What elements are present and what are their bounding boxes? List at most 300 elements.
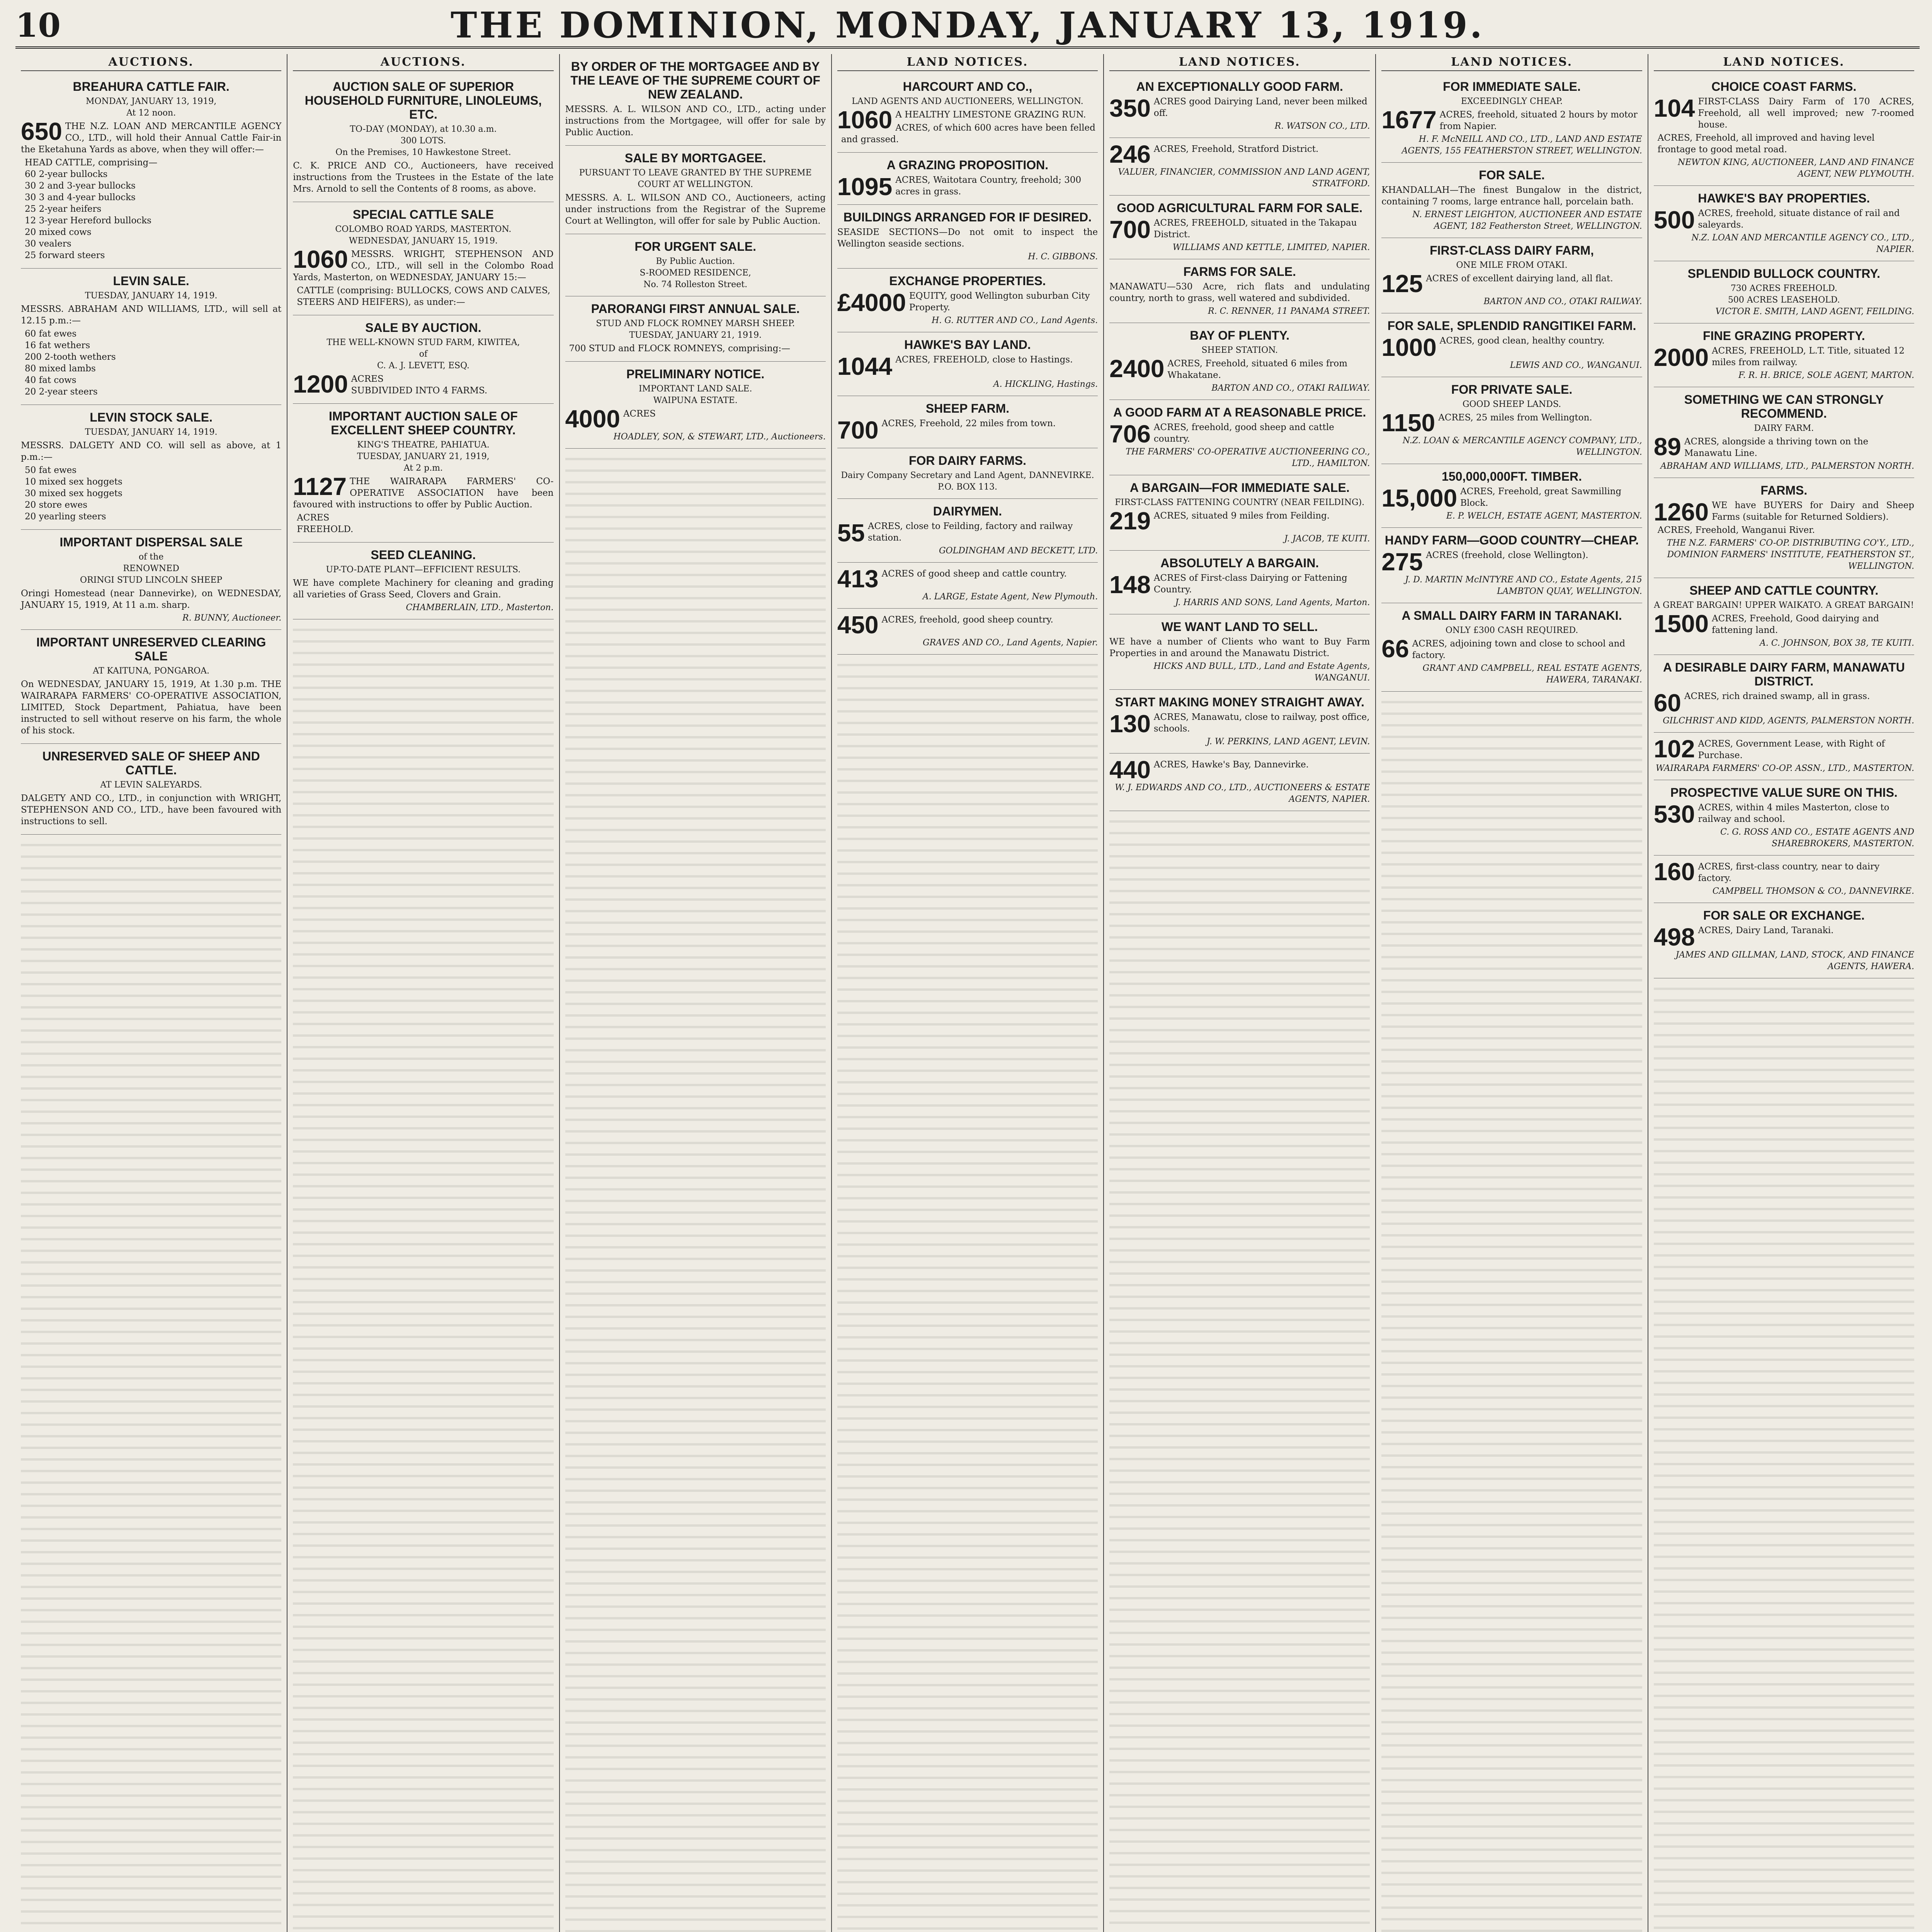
ad-list-item: ACRES, alongside a thriving town on the Manawatu Line. — [1684, 437, 1869, 458]
ad-title: BY ORDER OF THE MORTGAGEE AND BY THE LEAVE OF THE SUPREME COURT OF NEW ZEALAND. — [570, 60, 820, 101]
ad-title: SALE BY AUCTION. — [365, 321, 481, 335]
ad-body: SEASIDE SECTIONS—Do not omit to inspect the Wellington seaside sections. — [837, 227, 1098, 249]
ad-title: GOOD AGRICULTURAL FARM FOR SALE. — [1117, 201, 1363, 215]
ad-list-item: ACRES, FREEHOLD, situated in the Takapau District. — [1153, 218, 1357, 240]
ad-title: HARCOURT AND CO., — [903, 80, 1032, 94]
column-fine-print — [1381, 692, 1642, 1932]
ad-title: BUILDINGS ARRANGED FOR IF DESIRED. — [843, 210, 1092, 224]
ad-list-item: ACRES — [351, 374, 384, 384]
ad-subline: TUESDAY, JANUARY 21, 1919. — [629, 330, 762, 340]
ad-title: SPECIAL CATTLE SALE — [352, 207, 494, 221]
advertisement — [1109, 138, 1370, 196]
ad-title: FOR SALE. — [1479, 168, 1545, 182]
ad-list-item: ACRES of excellent dairying land, all flat. — [1426, 274, 1613, 284]
ad-list-item: 30 vealers — [25, 239, 71, 249]
ad-signature: VALUER, FINANCIER, COMMISSION AND LAND AGENT, STRATFORD. — [1118, 167, 1370, 189]
ad-acreage-figure: 1000 — [1381, 333, 1437, 361]
ad-list-item: 20 2-year steers — [25, 387, 98, 397]
ad-acreage-figure: 102 — [1653, 735, 1695, 763]
ad-list-item: ACRES, FREEHOLD, close to Hastings. — [895, 355, 1073, 365]
advertisement — [293, 315, 553, 404]
ad-subline: WEDNESDAY, JANUARY 15, 1919. — [349, 236, 498, 246]
ad-acreage-figure: 706 — [1109, 420, 1151, 448]
ad-list-item: 20 store ewes — [25, 500, 88, 510]
ad-title: FOR PRIVATE SALE. — [1451, 383, 1573, 396]
column-7 — [1648, 54, 1920, 1932]
ad-acreage-figure: 1127 — [293, 473, 347, 500]
ad-list-item: 20 mixed cows — [25, 227, 92, 237]
ad-list-item: ACRES, within 4 miles Masterton, close to railway and school. — [1698, 803, 1889, 824]
ad-subline: COLOMBO ROAD YARDS, MASTERTON. — [335, 224, 512, 234]
ad-list-item: ACRES, rich drained swamp, all in grass. — [1684, 691, 1870, 701]
ad-title: FOR DAIRY FARMS. — [908, 454, 1026, 468]
ad-title: SHEEP AND CATTLE COUNTRY. — [1689, 583, 1879, 597]
ad-list — [1654, 690, 1914, 702]
advertisement — [1109, 196, 1370, 259]
ad-subline: LAND AGENTS AND AUCTIONEERS, WELLINGTON. — [852, 97, 1083, 106]
ad-subline: MONDAY, JANUARY 13, 1919, — [86, 97, 217, 106]
ad-title: AN EXCEPTIONALLY GOOD FARM. — [1136, 80, 1343, 94]
column-heading: LAND NOTICES. — [837, 54, 1098, 71]
ad-title: SALE BY MORTGAGEE. — [624, 151, 766, 165]
ad-subline: ONE MILE FROM OTAKI. — [1456, 260, 1568, 270]
ad-title: IMPORTANT AUCTION SALE OF EXCELLENT SHEEP COUNTRY. — [328, 409, 518, 437]
ad-title: AUCTION SALE OF SUPERIOR HOUSEHOLD FURNITURE, LINOLEUMS, ETC. — [304, 80, 542, 121]
ad-body: THE N.Z. LOAN AND MERCANTILE AGENCY CO., LTD., will hold their Annual Cattle Fair-in the Eketahuna Yards as above, when they will offer:— — [21, 121, 282, 155]
advertisement — [1654, 478, 1914, 578]
ad-title: FOR URGENT SALE. — [634, 240, 757, 253]
ad-acreage-figure: 1060 — [293, 245, 348, 273]
ad-subline: GOOD SHEEP LANDS. — [1462, 400, 1561, 409]
advertisement — [21, 630, 281, 744]
advertisement — [837, 396, 1098, 448]
column-fine-print — [21, 835, 281, 1932]
ad-signature: BARTON AND CO., OTAKI RAILWAY. — [1483, 297, 1642, 306]
ad-list-item: ACRES — [623, 409, 656, 419]
ad-body: WE have complete Machinery for cleaning and grading all varieties of Grass Seed, Clovers and Grain. — [293, 578, 554, 600]
ad-list-item: ACRES good Dairying Land, never been milked off. — [1153, 97, 1367, 118]
ad-acreage-figure: 413 — [837, 565, 879, 593]
ad-signature: N.Z. LOAN & MERCANTILE AGENCY COMPANY, LTD., WELLINGTON. — [1403, 436, 1642, 457]
ad-list-item: ACRES, Freehold, 22 miles from town. — [881, 418, 1056, 429]
ad-subline: By Public Auction. — [656, 257, 735, 266]
ad-signature: A. C. JOHNSON, BOX 38, TE KUITI. — [1760, 638, 1914, 648]
ad-title: WE WANT LAND TO SELL. — [1161, 620, 1318, 634]
ad-list — [21, 464, 281, 522]
ad-list-item: ACRES, Government Lease, with Right of Purchase. — [1698, 739, 1885, 760]
advertisement — [837, 332, 1098, 396]
advertisement — [565, 146, 826, 234]
masthead — [15, 4, 1920, 49]
ad-subline: At 12 noon. — [126, 108, 176, 118]
ad-acreage-figure: 650 — [21, 117, 62, 145]
ad-title: FOR SALE OR EXCHANGE. — [1703, 908, 1865, 922]
advertisement — [837, 609, 1098, 655]
advertisement — [1381, 528, 1642, 603]
ad-title: PROSPECTIVE VALUE SURE ON THIS. — [1670, 786, 1898, 799]
ad-list-item: ACRES, freehold, good sheep country. — [881, 615, 1053, 625]
advertisement — [1381, 377, 1642, 464]
page-number: 10 — [15, 6, 61, 44]
ad-title: SPLENDID BULLOCK COUNTRY. — [1687, 267, 1881, 281]
advertisement — [1109, 475, 1370, 551]
ad-body: A HEALTHY LIMESTONE GRAZING RUN. — [895, 110, 1086, 120]
ad-list-item: 10 mixed sex hoggets — [25, 477, 122, 487]
ad-list-item: CATTLE (comprising: BULLOCKS, COWS AND CALVES, STEERS AND HEIFERS), as under:— — [297, 286, 551, 307]
ad-acreage-figure: 500 — [1653, 206, 1695, 234]
ad-list-item: ACRES, good clean, healthy country. — [1439, 336, 1605, 346]
advertisement — [837, 499, 1098, 563]
ad-list-item: 30 3 and 4-year bullocks — [25, 192, 136, 202]
ad-list — [293, 285, 553, 308]
ad-acreage-figure: 55 — [837, 519, 865, 547]
ad-acreage-figure: 498 — [1653, 923, 1695, 951]
column-5 — [1104, 54, 1376, 1932]
ad-subline: At 2 p.m. — [403, 463, 443, 473]
ad-signature: H. C. GIBBONS. — [1028, 252, 1098, 262]
column-heading: LAND NOTICES. — [1109, 54, 1370, 71]
ad-signature: NEWTON KING, AUCTIONEER, LAND AND FINANCE AGENT, NEW PLYMOUTH. — [1677, 158, 1914, 179]
ad-acreage-figure: 350 — [1109, 94, 1151, 122]
ad-list — [293, 512, 553, 535]
ad-body: KHANDALLAH—The finest Bungalow in the district, containing 7 rooms, large entrance hall, porcelain bath. — [1381, 185, 1642, 207]
ad-title: SOMETHING WE CAN STRONGLY RECOMMEND. — [1684, 393, 1884, 420]
ad-acreage-figure: 440 — [1109, 756, 1151, 784]
column-2 — [287, 54, 560, 1932]
ad-title: LEVIN STOCK SALE. — [90, 410, 213, 424]
ad-title: LEVIN SALE. — [113, 274, 189, 288]
ad-body: THE WAIRARAPA FARMERS' CO-OPERATIVE ASSOCIATION have been favoured with instructions to offer by Public Auction. — [293, 476, 554, 510]
ad-list-item: ACRES (freehold, close Wellington). — [1426, 550, 1588, 560]
advertisement — [837, 205, 1098, 269]
ad-list-item: ACRES, adjoining town and close to school and factory. — [1412, 639, 1626, 660]
ad-acreage-figure: 130 — [1109, 710, 1151, 738]
ad-title: ABSOLUTELY A BARGAIN. — [1160, 556, 1319, 570]
ad-list-item: FREEHOLD. — [297, 524, 354, 534]
ad-subline: On the Premises, 10 Hawkestone Street. — [335, 148, 511, 157]
ad-subline: FIRST-CLASS FATTENING COUNTRY (NEAR FEILDING). — [1115, 498, 1365, 507]
ad-body: C. K. PRICE AND CO., Auctioneers, have received instructions from the Trustees in the Estate of the late Mrs. Arnold to sell the Contents of 8 rooms, as above. — [293, 161, 554, 194]
ad-signature: LEWIS AND CO., WANGANUI. — [1510, 361, 1642, 370]
ad-acreage-figure: 125 — [1381, 270, 1423, 298]
column-heading: LAND NOTICES. — [1654, 54, 1914, 71]
ad-body: MESSRS. WRIGHT, STEPHENSON AND CO., LTD., will sell in the Colombo Road Yards, Masterton, on WEDNESDAY, JANUARY 15:— — [293, 249, 554, 282]
ad-signature: GRANT AND CAMPBELL, REAL ESTATE AGENTS, HAWERA, TARANAKI. — [1422, 663, 1642, 685]
ad-signature: HOADLEY, SON, & STEWART, LTD., Auctioneers. — [613, 432, 826, 442]
advertisement — [1109, 753, 1370, 811]
ad-signature: A. LARGE, Estate Agent, New Plymouth. — [922, 592, 1098, 602]
advertisement — [1654, 855, 1914, 903]
ad-list-item: 80 mixed lambs — [25, 364, 96, 374]
ad-list — [1653, 433, 1914, 461]
ad-list — [21, 157, 281, 261]
ad-signature: J. W. PERKINS, LAND AGENT, LEVIN. — [1206, 737, 1370, 747]
column-fine-print — [1109, 811, 1370, 1932]
ad-subline: ONLY £300 CASH REQUIRED. — [1445, 626, 1578, 635]
ad-title: SEED CLEANING. — [371, 548, 476, 562]
advertisement — [21, 269, 281, 405]
ad-title: SHEEP FARM. — [925, 401, 1010, 415]
ad-list — [1654, 524, 1914, 536]
ad-subline: P.O. BOX 113. — [938, 482, 997, 492]
ad-list-item: ACRES — [297, 513, 330, 523]
ad-acreage-figure: 1677 — [1381, 106, 1437, 134]
advertisement — [1654, 74, 1914, 186]
ad-list-item: ACRES, 25 miles from Wellington. — [1438, 413, 1592, 423]
advertisement — [21, 530, 281, 630]
ad-list-item: 25 2-year heifers — [25, 204, 102, 214]
ad-acreage-figure: £4000 — [837, 289, 906, 316]
ad-acreage-figure: 66 — [1381, 635, 1409, 663]
ad-title: A BARGAIN—FOR IMMEDIATE SALE. — [1129, 481, 1350, 495]
ad-list-item: ACRES, situated 9 miles from Feilding. — [1153, 511, 1330, 521]
ad-subline: IMPORTANT LAND SALE. — [638, 384, 752, 394]
ad-list-item: ACRES, Freehold, Good dairying and fattening land. — [1712, 614, 1879, 635]
ad-subline: 300 LOTS. — [400, 136, 446, 146]
ad-list-item: ACRES, Freehold, all improved and having level frontage to good metal road. — [1657, 133, 1875, 155]
ad-list-item: ACRES, Manawatu, close to railway, post office, schools. — [1153, 712, 1370, 734]
advertisement — [565, 54, 826, 146]
ad-subline: 500 ACRES LEASEHOLD. — [1728, 295, 1840, 305]
ad-acreage-figure: 530 — [1653, 800, 1695, 828]
ad-signature: A. HICKLING, Hastings. — [993, 379, 1098, 389]
advertisement — [293, 202, 553, 315]
ad-list-item: 12 3-year Hereford bullocks — [25, 216, 151, 226]
ad-list-item: ACRES, Dairy Land, Taranaki. — [1698, 925, 1834, 935]
ad-list-item: ACRES, freehold, situated 2 hours by motor from Napier. — [1439, 110, 1638, 131]
ad-acreage-figure: 2400 — [1109, 355, 1165, 383]
advertisement — [1654, 387, 1914, 478]
ad-title: 150,000,000FT. TIMBER. — [1442, 469, 1582, 483]
advertisement — [293, 74, 553, 202]
ad-list-item: ACRES, freehold, situate distance of rail and saleyards. — [1698, 208, 1900, 230]
advertisement — [1654, 733, 1914, 780]
advertisement — [837, 153, 1098, 205]
ad-list-item: ACRES, Freehold, Stratford District. — [1153, 144, 1319, 154]
ad-signature: VICTOR E. SMITH, LAND AGENT, FEILDING. — [1715, 307, 1914, 316]
ad-acreage-figure: 2000 — [1653, 344, 1709, 371]
ad-title: FARMS. — [1760, 483, 1808, 497]
column-heading: LAND NOTICES. — [1381, 54, 1642, 71]
ad-body: On WEDNESDAY, JANUARY 15, 1919, At 1.30 p.m. THE WAIRARAPA FARMERS' CO-OPERATIVE ASSOCIATION, LIMITED, Stock Department, Pahiatua, have been instructed to sell without reserve on his farm, the whole of his stock. — [21, 679, 282, 736]
advertisement — [837, 269, 1098, 332]
advertisement — [1381, 313, 1642, 377]
ad-signature: WILLIAMS AND KETTLE, LIMITED, NAPIER. — [1172, 243, 1370, 252]
advertisement — [1109, 259, 1370, 323]
advertisement — [21, 405, 281, 530]
ad-list-item: 30 mixed sex hoggets — [25, 488, 122, 498]
ad-signature: R. BUNNY, Auctioneer. — [182, 613, 282, 623]
ad-list — [1654, 132, 1914, 155]
ad-acreage-figure: 160 — [1653, 858, 1695, 886]
ad-body: MESSRS. ABRAHAM AND WILLIAMS, LTD., will sell at 12.15 p.m.:— — [21, 304, 282, 326]
ad-signature: J. D. MARTIN McINTYRE AND CO., Estate Agents, 215 LAMBTON QUAY, WELLINGTON. — [1405, 575, 1642, 596]
advertisement — [1109, 74, 1370, 138]
ad-acreage-figure: 1044 — [837, 352, 893, 380]
ad-list-item: ACRES of good sheep and cattle country. — [881, 569, 1067, 579]
ad-signature: J. JACOB, TE KUITI. — [1284, 534, 1370, 544]
ad-subline: UP-TO-DATE PLANT—EFFICIENT RESULTS. — [326, 565, 521, 575]
ad-subline: ORINGI STUD LINCOLN SHEEP — [80, 575, 223, 585]
ad-list-item: ACRES, of which 600 acres have been felled and grassed. — [841, 123, 1095, 145]
ad-subline: AT KAITUNA, PONGAROA. — [93, 666, 210, 676]
ad-acreage-figure: 1500 — [1653, 610, 1709, 638]
advertisement — [1381, 238, 1642, 313]
advertisement — [1109, 551, 1370, 614]
ad-acreage-figure: 1095 — [837, 173, 893, 201]
column-3 — [560, 54, 832, 1932]
ad-list — [837, 519, 1098, 547]
column-fine-print — [1654, 978, 1914, 1932]
column-fine-print — [293, 619, 553, 1932]
advertisement — [21, 744, 281, 835]
ad-list-item: 25 forward steers — [25, 250, 105, 260]
ad-acreage-figure: 104 — [1653, 94, 1695, 122]
ad-subline: AT LEVIN SALEYARDS. — [100, 780, 202, 790]
ad-signature: BARTON AND CO., OTAKI RAILWAY. — [1211, 383, 1370, 393]
ad-title: FOR IMMEDIATE SALE. — [1443, 80, 1581, 94]
advertisement — [1654, 903, 1914, 978]
ad-signature: HICKS AND BULL, LTD., Land and Estate Agents, WANGANUI. — [1153, 662, 1370, 683]
ad-list-item: ACRES, Freehold, great Sawmilling Block. — [1460, 486, 1622, 508]
columns — [15, 54, 1920, 1932]
advertisement — [565, 362, 826, 449]
ad-title: A DESIRABLE DAIRY FARM, MANAWATU DISTRICT. — [1663, 660, 1905, 688]
ad-list-item: 700 STUD and FLOCK ROMNEYS, comprising:— — [569, 344, 791, 354]
ad-signature: N.Z. LOAN AND MERCANTILE AGENCY CO., LTD., NAPIER. — [1691, 233, 1914, 254]
ad-subline: KING'S THEATRE, PAHIATUA. — [357, 440, 490, 450]
ad-title: CHOICE COAST FARMS. — [1711, 80, 1857, 94]
ad-title: BREAHURA CATTLE FAIR. — [73, 80, 230, 94]
advertisement — [1654, 578, 1914, 655]
ad-title: IMPORTANT DISPERSAL SALE — [60, 535, 243, 549]
ad-signature: CHAMBERLAIN, LTD., Masterton. — [406, 603, 554, 612]
ad-signature: J. HARRIS AND SONS, Land Agents, Marton. — [1175, 598, 1370, 607]
advertisement — [1654, 186, 1914, 261]
ad-body: Oringi Homestead (near Dannevirke), on WEDNESDAY, JANUARY 15, 1919, At 11 a.m. sharp. — [21, 588, 282, 610]
column-fine-print — [565, 449, 826, 1932]
ad-subline: THE WELL-KNOWN STUD FARM, KIWITEA, — [327, 338, 520, 347]
ad-title: A GOOD FARM AT A REASONABLE PRICE. — [1113, 405, 1366, 419]
ad-acreage-figure: 148 — [1109, 571, 1151, 599]
ad-list-item: ACRES, first-class country, near to dairy factory. — [1698, 862, 1880, 883]
ad-acreage-figure: 60 — [1653, 689, 1681, 717]
ad-acreage-figure: 89 — [1653, 433, 1681, 461]
ad-list-item: 50 fat ewes — [25, 465, 77, 475]
ad-list-item: 16 fat wethers — [25, 340, 90, 350]
ad-subline: WAIPUNA ESTATE. — [653, 396, 738, 405]
ad-title: A GRAZING PROPOSITION. — [886, 158, 1049, 172]
ad-acreage-figure: 1150 — [1381, 409, 1435, 437]
ad-signature: R. C. RENNER, 11 PANAMA STREET. — [1208, 306, 1370, 316]
ad-signature: C. G. ROSS AND CO., ESTATE AGENTS AND SHAREBROKERS, MASTERTON. — [1720, 827, 1914, 849]
ad-title: HAWKE'S BAY PROPERTIES. — [1698, 191, 1870, 205]
ad-list-item: ACRES, Waitotara Country, freehold; 300 acres in grass. — [895, 175, 1082, 197]
ad-title: BAY OF PLENTY. — [1190, 328, 1290, 342]
ad-acreage-figure: 700 — [837, 416, 879, 444]
ad-subline: No. 74 Rolleston Street. — [643, 280, 748, 289]
advertisement — [293, 404, 553, 543]
ad-title: HANDY FARM—GOOD COUNTRY—CHEAP. — [1384, 533, 1639, 547]
ad-acreage-figure: 15,000 — [1381, 484, 1458, 512]
ad-signature: THE FARMERS' CO-OPERATIVE AUCTIONEERING CO., LTD., HAMILTON. — [1126, 447, 1370, 468]
advertisement — [1654, 261, 1914, 323]
advertisement — [1381, 74, 1642, 163]
ad-subline: of — [419, 349, 428, 359]
ad-signature: GILCHRIST AND KIDD, AGENTS, PALMERSTON NORTH. — [1663, 716, 1914, 726]
ad-signature: ABRAHAM AND WILLIAMS, LTD., PALMERSTON NORTH. — [1660, 461, 1914, 471]
advertisement — [1109, 400, 1370, 475]
column-heading: AUCTIONS. — [21, 54, 281, 71]
ad-list-item: 60 fat ewes — [25, 329, 77, 339]
ad-subline: TUESDAY, JANUARY 21, 1919, — [357, 452, 490, 461]
ad-title: START MAKING MONEY STRAIGHT AWAY. — [1115, 695, 1364, 709]
ad-list-item: ACRES, freehold, good sheep and cattle country. — [1153, 422, 1334, 444]
ad-title: A SMALL DAIRY FARM IN TARANAKI. — [1401, 609, 1622, 622]
ad-signature: WAIRARAPA FARMERS' CO-OP. ASSN., LTD., MASTERTON. — [1656, 764, 1914, 773]
ad-subline: RENOWNED — [123, 564, 179, 573]
ad-list — [1381, 635, 1642, 663]
advertisement — [1381, 163, 1642, 238]
column-1 — [15, 54, 287, 1932]
advertisement — [21, 74, 281, 269]
ad-acreage-figure: 4000 — [565, 405, 620, 433]
advertisement — [1654, 655, 1914, 733]
masthead-title: THE DOMINION, MONDAY, JANUARY 13, 1919. — [451, 4, 1485, 46]
ad-title: PRELIMINARY NOTICE. — [626, 367, 765, 381]
ad-subline: STUD AND FLOCK ROMNEY MARSH SHEEP. — [596, 319, 795, 328]
ad-subline: 730 ACRES FREEHOLD. — [1730, 284, 1837, 293]
ad-subline: Dairy Company Secretary and Land Agent, DANNEVIRKE. — [841, 471, 1094, 480]
ad-title: HAWKE'S BAY LAND. — [904, 338, 1031, 352]
column-heading: AUCTIONS. — [293, 54, 553, 71]
ad-body: DALGETY AND CO., LTD., in conjunction with WRIGHT, STEPHENSON AND CO., LTD., have been favoured with instructions to sell. — [21, 793, 282, 827]
ad-subline: A GREAT BARGAIN! UPPER WAIKATO. A GREAT BARGAIN! — [1654, 600, 1914, 610]
ad-acreage-figure: 1060 — [837, 106, 893, 134]
ad-title: FARMS FOR SALE. — [1183, 265, 1296, 279]
ad-list-item: ACRES of First-class Dairying or Fattening Country. — [1153, 573, 1347, 595]
ad-title: DAIRYMEN. — [933, 504, 1002, 518]
ad-subline: TUESDAY, JANUARY 14, 1919. — [85, 427, 218, 437]
advertisement — [837, 448, 1098, 499]
ad-signature: GOLDINGHAM AND BECKETT, LTD. — [939, 546, 1098, 556]
ad-subline: PURSUANT TO LEAVE GRANTED BY THE SUPREME COURT AT WELLINGTON. — [579, 168, 812, 189]
ad-list-item: ACRES, Hawke's Bay, Dannevirke. — [1153, 760, 1309, 770]
ad-list-item: 200 2-tooth wethers — [25, 352, 116, 362]
ad-title: PARORANGI FIRST ANNUAL SALE. — [591, 302, 800, 316]
ad-subline: TUESDAY, JANUARY 14, 1919. — [85, 291, 218, 301]
ad-list-item: 40 fat cows — [25, 375, 77, 385]
ad-subline: C. A. J. LEVETT, ESQ. — [377, 361, 470, 371]
ad-body: WE have a number of Clients who want to Buy Farm Properties in and around the Manawatu District. — [1109, 637, 1370, 658]
advertisement — [1109, 690, 1370, 753]
ad-title: FOR SALE, SPLENDID RANGITIKEI FARM. — [1387, 319, 1636, 333]
ad-subline: TO-DAY (MONDAY), at 10.30 a.m. — [350, 124, 497, 134]
advertisement — [1109, 614, 1370, 690]
ad-acreage-figure: 1260 — [1653, 498, 1709, 526]
ad-body: FIRST-CLASS Dairy Farm of 170 ACRES, Freehold, all well improved; new 7-roomed house. — [1698, 97, 1914, 130]
ad-title: EXCHANGE PROPERTIES. — [889, 274, 1046, 288]
ad-list-item: 60 2-year bullocks — [25, 169, 108, 179]
ad-body: MESSRS. A. L. WILSON AND CO., LTD., acting under instructions from the Mortgagee, will offer for sale by Public Auction. — [565, 104, 826, 138]
ad-signature: W. J. EDWARDS AND CO., LTD., AUCTIONEERS & ESTATE AGENTS, NAPIER. — [1115, 783, 1370, 804]
advertisement — [837, 74, 1098, 153]
advertisement — [293, 543, 553, 619]
ad-signature: F. R. H. BRICE, SOLE AGENT, MARTON. — [1738, 371, 1914, 380]
advertisement — [1654, 780, 1914, 855]
ad-title: UNRESERVED SALE OF SHEEP AND CATTLE. — [42, 749, 260, 777]
ad-signature: CAMPBELL THOMSON & CO., DANNEVIRKE. — [1712, 886, 1914, 896]
